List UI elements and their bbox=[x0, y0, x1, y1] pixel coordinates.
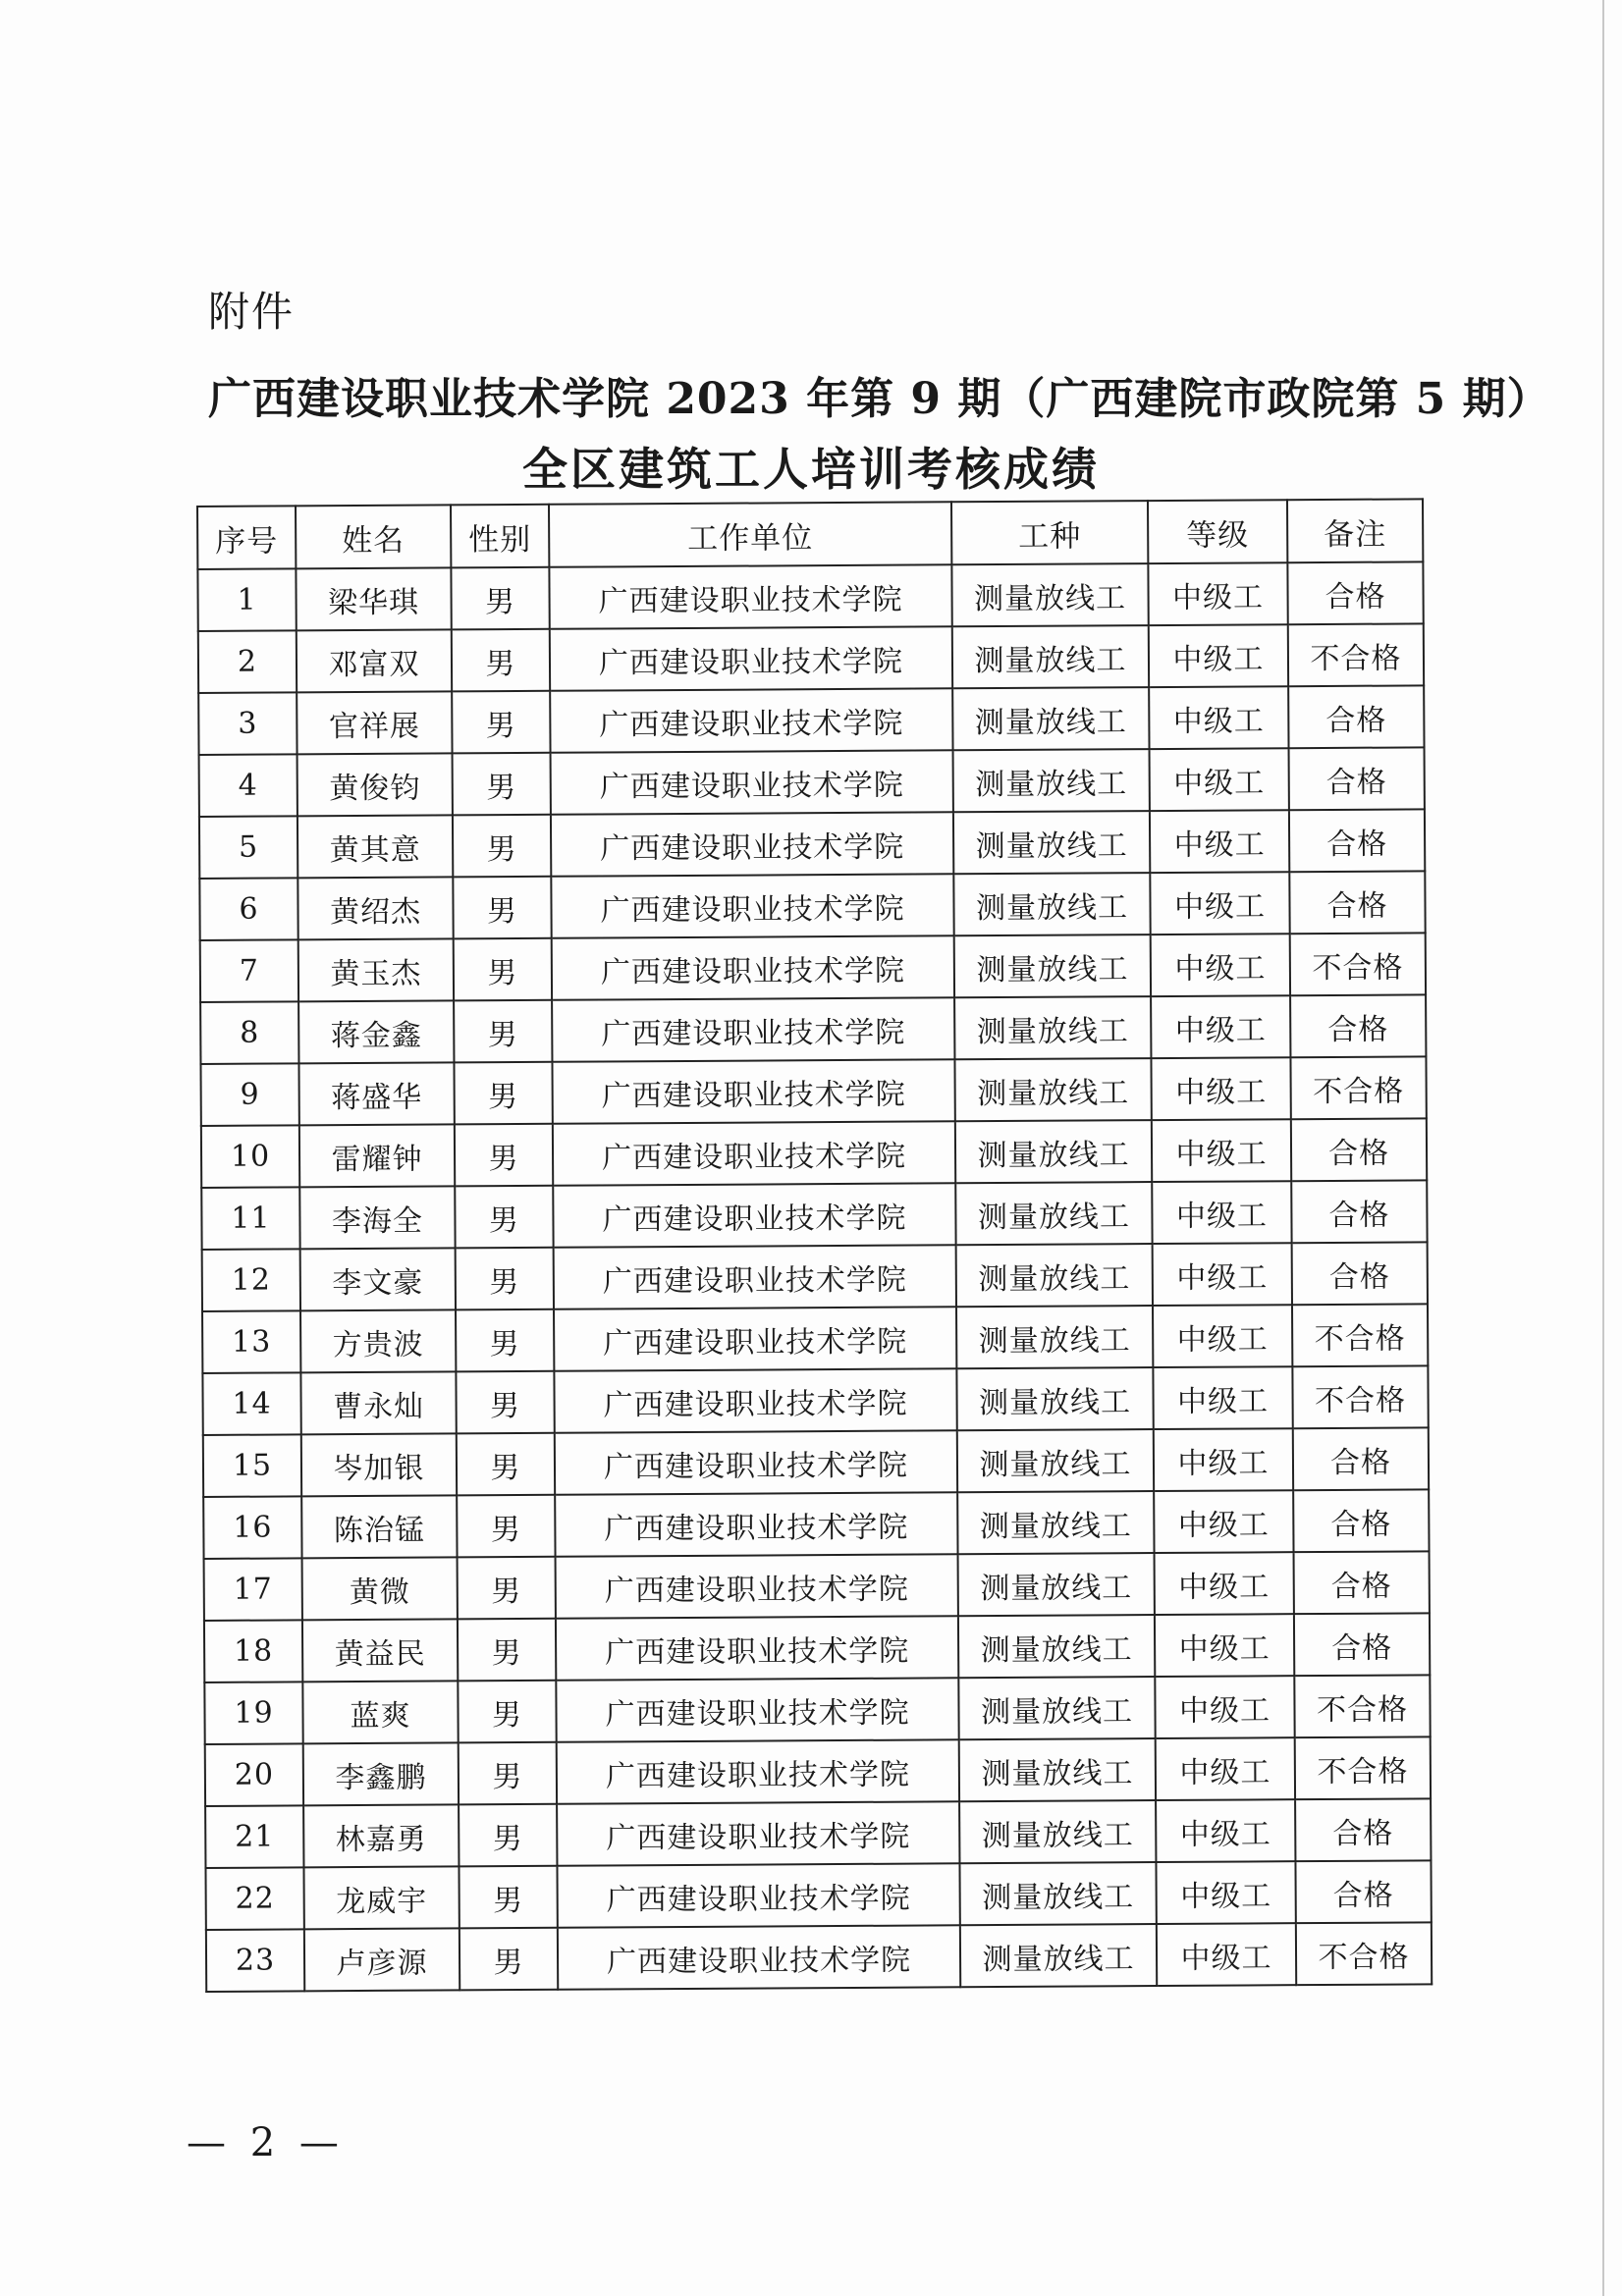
table-row bbox=[203, 1427, 1429, 1497]
cell-gender: 男 bbox=[454, 1062, 552, 1125]
cell-level: 中级工 bbox=[1150, 748, 1289, 811]
cell-unit: 广西建设职业技术学院 bbox=[553, 1183, 955, 1248]
cell-index: 3 bbox=[198, 692, 297, 755]
cell-index: 2 bbox=[198, 630, 297, 693]
cell-note: 不合格 bbox=[1296, 1922, 1432, 1985]
table-row bbox=[200, 1056, 1426, 1126]
cell-level: 中级工 bbox=[1151, 1057, 1290, 1120]
cell-unit: 广西建设职业技术学院 bbox=[556, 1554, 958, 1619]
cell-note: 合格 bbox=[1291, 1118, 1427, 1181]
document-title-line2: 全区建筑工人培训考核成绩 bbox=[522, 443, 1100, 496]
cell-level: 中级工 bbox=[1149, 624, 1288, 687]
cell-trade: 测量放线工 bbox=[955, 1182, 1152, 1245]
cell-unit: 广西建设职业技术学院 bbox=[550, 626, 952, 691]
attachment-label: 附件 bbox=[208, 288, 296, 336]
cell-trade: 测量放线工 bbox=[952, 687, 1149, 750]
cell-index: 18 bbox=[204, 1620, 302, 1682]
cell-level: 中级工 bbox=[1156, 1799, 1295, 1862]
cell-name: 黄益民 bbox=[302, 1619, 458, 1682]
cell-note: 合格 bbox=[1293, 1427, 1429, 1490]
cell-unit: 广西建设职业技术学院 bbox=[557, 1801, 959, 1866]
cell-unit: 广西建设职业技术学院 bbox=[555, 1430, 957, 1495]
cell-name: 蒋盛华 bbox=[298, 1062, 454, 1125]
cell-index: 6 bbox=[199, 878, 297, 940]
table-row bbox=[199, 871, 1425, 940]
cell-index: 22 bbox=[205, 1867, 303, 1930]
cell-gender: 男 bbox=[458, 1619, 556, 1682]
cell-name: 陈治锰 bbox=[301, 1495, 457, 1558]
cell-note: 不合格 bbox=[1290, 933, 1426, 995]
cell-trade: 测量放线工 bbox=[953, 873, 1150, 935]
cell-unit: 广西建设职业技术学院 bbox=[554, 1245, 956, 1309]
cell-note: 合格 bbox=[1289, 809, 1425, 872]
cell-unit: 广西建设职业技术学院 bbox=[557, 1863, 959, 1928]
cell-trade: 测量放线工 bbox=[954, 1058, 1151, 1121]
cell-unit: 广西建设职业技术学院 bbox=[553, 1121, 955, 1186]
cell-unit: 广西建设职业技术学院 bbox=[556, 1616, 958, 1681]
cell-gender: 男 bbox=[457, 1495, 555, 1558]
cell-trade: 测量放线工 bbox=[957, 1491, 1154, 1554]
cell-gender: 男 bbox=[460, 1928, 558, 1991]
cell-gender: 男 bbox=[459, 1804, 557, 1867]
cell-note: 合格 bbox=[1289, 747, 1425, 810]
cell-name: 蓝爽 bbox=[302, 1681, 458, 1743]
cell-gender: 男 bbox=[452, 629, 550, 692]
header-name: 姓名 bbox=[296, 505, 451, 568]
cell-index: 23 bbox=[206, 1929, 304, 1992]
cell-gender: 男 bbox=[456, 1309, 554, 1372]
cell-index: 5 bbox=[199, 816, 297, 879]
cell-note: 合格 bbox=[1294, 1613, 1430, 1676]
cell-unit: 广西建设职业技术学院 bbox=[550, 688, 952, 753]
cell-level: 中级工 bbox=[1153, 1305, 1292, 1367]
cell-name: 李鑫鹏 bbox=[303, 1742, 459, 1805]
cell-level: 中级工 bbox=[1155, 1614, 1294, 1677]
cell-trade: 测量放线工 bbox=[959, 1738, 1156, 1801]
cell-name: 龙威宇 bbox=[303, 1866, 459, 1929]
cell-trade: 测量放线工 bbox=[958, 1677, 1155, 1739]
cell-name: 黄玉杰 bbox=[298, 938, 454, 1001]
cell-name: 曹永灿 bbox=[300, 1371, 456, 1434]
cell-unit: 广西建设职业技术学院 bbox=[551, 874, 953, 938]
cell-gender: 男 bbox=[451, 567, 549, 630]
cell-gender: 男 bbox=[453, 753, 551, 816]
cell-index: 14 bbox=[202, 1372, 300, 1435]
cell-name: 邓富双 bbox=[297, 629, 452, 692]
cell-name: 林嘉勇 bbox=[303, 1804, 459, 1867]
cell-index: 11 bbox=[201, 1187, 299, 1250]
cell-gender: 男 bbox=[458, 1557, 556, 1620]
table-row bbox=[204, 1613, 1430, 1682]
cell-trade: 测量放线工 bbox=[956, 1306, 1153, 1368]
cell-gender: 男 bbox=[458, 1681, 556, 1743]
cell-trade: 测量放线工 bbox=[959, 1862, 1156, 1925]
cell-name: 蒋金鑫 bbox=[298, 1000, 454, 1063]
cell-name: 黄绍杰 bbox=[297, 877, 453, 939]
cell-index: 1 bbox=[197, 568, 296, 631]
header-index: 序号 bbox=[197, 506, 296, 569]
cell-level: 中级工 bbox=[1156, 1861, 1295, 1924]
cell-trade: 测量放线工 bbox=[956, 1367, 1153, 1430]
cell-trade: 测量放线工 bbox=[958, 1615, 1155, 1678]
cell-level: 中级工 bbox=[1150, 810, 1289, 873]
cell-index: 19 bbox=[204, 1682, 302, 1744]
table-row bbox=[199, 747, 1425, 817]
table-row bbox=[206, 1922, 1432, 1992]
cell-level: 中级工 bbox=[1151, 995, 1290, 1058]
table-row bbox=[203, 1489, 1429, 1559]
cell-trade: 测量放线工 bbox=[958, 1553, 1155, 1616]
cell-note: 合格 bbox=[1288, 685, 1424, 748]
cell-level: 中级工 bbox=[1155, 1676, 1294, 1738]
cell-name: 李文豪 bbox=[300, 1248, 456, 1310]
cell-name: 卢彦源 bbox=[304, 1928, 460, 1991]
cell-index: 10 bbox=[201, 1125, 299, 1188]
cell-note: 不合格 bbox=[1292, 1304, 1428, 1366]
cell-index: 13 bbox=[202, 1310, 300, 1373]
cell-trade: 测量放线工 bbox=[960, 1924, 1157, 1987]
cell-trade: 测量放线工 bbox=[956, 1244, 1153, 1307]
table-row bbox=[201, 1118, 1427, 1188]
cell-gender: 男 bbox=[454, 938, 552, 1001]
cell-index: 12 bbox=[202, 1249, 300, 1311]
cell-index: 20 bbox=[205, 1743, 303, 1806]
cell-trade: 测量放线工 bbox=[954, 934, 1151, 997]
header-trade: 工种 bbox=[951, 501, 1148, 564]
cell-note: 合格 bbox=[1295, 1860, 1431, 1923]
page-edge-line bbox=[1602, 0, 1604, 2296]
cell-gender: 男 bbox=[453, 877, 551, 939]
document-title-line1: 广西建设职业技术学院 2023 年第 9 期（广西建院市政院第 5 期） bbox=[208, 374, 1551, 424]
header-note: 备注 bbox=[1287, 499, 1423, 562]
cell-gender: 男 bbox=[453, 815, 551, 878]
cell-unit: 广西建设职业技术学院 bbox=[558, 1925, 960, 1990]
table-row bbox=[201, 1180, 1427, 1250]
table-header-row bbox=[197, 499, 1423, 569]
header-unit: 工作单位 bbox=[549, 502, 951, 567]
cell-level: 中级工 bbox=[1149, 686, 1288, 749]
cell-note: 合格 bbox=[1293, 1489, 1429, 1552]
cell-gender: 男 bbox=[456, 1371, 554, 1434]
table-row bbox=[200, 933, 1426, 1002]
cell-trade: 测量放线工 bbox=[955, 1120, 1152, 1183]
cell-index: 7 bbox=[200, 939, 298, 1002]
cell-level: 中级工 bbox=[1153, 1243, 1292, 1306]
scores-table-container bbox=[196, 498, 1431, 1993]
cell-name: 黄其意 bbox=[297, 815, 453, 878]
table-body bbox=[197, 561, 1432, 1992]
cell-level: 中级工 bbox=[1150, 872, 1289, 934]
cell-note: 不合格 bbox=[1294, 1675, 1430, 1737]
cell-note: 不合格 bbox=[1290, 1056, 1426, 1119]
cell-level: 中级工 bbox=[1154, 1490, 1293, 1553]
cell-level: 中级工 bbox=[1153, 1366, 1292, 1429]
table-row bbox=[200, 994, 1426, 1064]
cell-trade: 测量放线工 bbox=[951, 563, 1148, 626]
table-row bbox=[198, 685, 1424, 755]
cell-note: 合格 bbox=[1290, 994, 1426, 1057]
cell-index: 8 bbox=[200, 1001, 298, 1064]
cell-name: 官祥展 bbox=[297, 691, 452, 754]
cell-note: 不合格 bbox=[1288, 623, 1424, 686]
cell-index: 16 bbox=[203, 1496, 301, 1559]
table-row bbox=[205, 1736, 1431, 1806]
table-row bbox=[202, 1242, 1428, 1311]
cell-trade: 测量放线工 bbox=[954, 996, 1151, 1059]
cell-note: 合格 bbox=[1287, 561, 1423, 624]
table-row bbox=[197, 561, 1423, 631]
cell-level: 中级工 bbox=[1152, 1181, 1291, 1244]
cell-gender: 男 bbox=[456, 1248, 554, 1310]
cell-level: 中级工 bbox=[1151, 934, 1290, 996]
cell-level: 中级工 bbox=[1154, 1428, 1293, 1491]
cell-level: 中级工 bbox=[1152, 1119, 1291, 1182]
cell-unit: 广西建设职业技术学院 bbox=[554, 1368, 956, 1433]
cell-trade: 测量放线工 bbox=[953, 749, 1150, 812]
cell-unit: 广西建设职业技术学院 bbox=[549, 564, 951, 629]
cell-gender: 男 bbox=[455, 1186, 553, 1249]
cell-note: 合格 bbox=[1292, 1242, 1428, 1305]
cell-gender: 男 bbox=[459, 1742, 557, 1805]
cell-name: 黄微 bbox=[302, 1557, 458, 1620]
cell-index: 21 bbox=[205, 1805, 303, 1868]
scores-table bbox=[196, 498, 1433, 1993]
cell-name: 梁华琪 bbox=[296, 567, 451, 630]
cell-level: 中级工 bbox=[1155, 1552, 1294, 1615]
header-level: 等级 bbox=[1148, 500, 1287, 563]
cell-unit: 广西建设职业技术学院 bbox=[551, 750, 953, 815]
cell-index: 9 bbox=[200, 1063, 298, 1126]
cell-note: 不合格 bbox=[1292, 1365, 1428, 1428]
table-row bbox=[199, 809, 1425, 879]
page-number: — 2 — bbox=[187, 2120, 345, 2165]
cell-unit: 广西建设职业技术学院 bbox=[557, 1739, 959, 1804]
cell-trade: 测量放线工 bbox=[953, 811, 1150, 874]
cell-name: 岑加银 bbox=[301, 1433, 457, 1496]
cell-unit: 广西建设职业技术学院 bbox=[552, 1059, 954, 1124]
table-row bbox=[202, 1304, 1428, 1373]
cell-gender: 男 bbox=[459, 1866, 557, 1929]
cell-trade: 测量放线工 bbox=[957, 1429, 1154, 1492]
cell-name: 方贵波 bbox=[300, 1309, 456, 1372]
cell-level: 中级工 bbox=[1157, 1923, 1296, 1986]
cell-gender: 男 bbox=[455, 1124, 553, 1187]
cell-unit: 广西建设职业技术学院 bbox=[551, 812, 953, 877]
table-row bbox=[204, 1675, 1430, 1744]
table-row bbox=[205, 1860, 1431, 1930]
cell-note: 不合格 bbox=[1295, 1736, 1431, 1799]
cell-unit: 广西建设职业技术学院 bbox=[556, 1678, 958, 1742]
cell-note: 合格 bbox=[1291, 1180, 1427, 1243]
cell-index: 17 bbox=[204, 1558, 302, 1621]
cell-name: 雷耀钟 bbox=[299, 1124, 455, 1187]
cell-unit: 广西建设职业技术学院 bbox=[555, 1492, 957, 1557]
cell-gender: 男 bbox=[452, 691, 550, 754]
cell-index: 15 bbox=[203, 1434, 301, 1497]
cell-gender: 男 bbox=[457, 1433, 555, 1496]
cell-trade: 测量放线工 bbox=[959, 1800, 1156, 1863]
table-row bbox=[198, 623, 1424, 693]
table-row bbox=[202, 1365, 1428, 1435]
cell-gender: 男 bbox=[454, 1000, 552, 1063]
cell-unit: 广西建设职业技术学院 bbox=[554, 1307, 956, 1371]
table-row bbox=[205, 1798, 1431, 1868]
cell-index: 4 bbox=[199, 754, 297, 817]
table-row bbox=[204, 1551, 1430, 1621]
cell-note: 合格 bbox=[1289, 871, 1425, 934]
cell-name: 黄俊钧 bbox=[297, 753, 453, 816]
cell-trade: 测量放线工 bbox=[952, 625, 1149, 688]
cell-unit: 广西建设职业技术学院 bbox=[552, 997, 954, 1062]
cell-unit: 广西建设职业技术学院 bbox=[552, 935, 954, 1000]
cell-level: 中级工 bbox=[1156, 1737, 1295, 1800]
cell-name: 李海全 bbox=[299, 1186, 455, 1249]
cell-level: 中级工 bbox=[1148, 562, 1287, 625]
cell-note: 合格 bbox=[1294, 1551, 1430, 1614]
header-gender: 性别 bbox=[451, 505, 549, 568]
cell-note: 合格 bbox=[1295, 1798, 1431, 1861]
